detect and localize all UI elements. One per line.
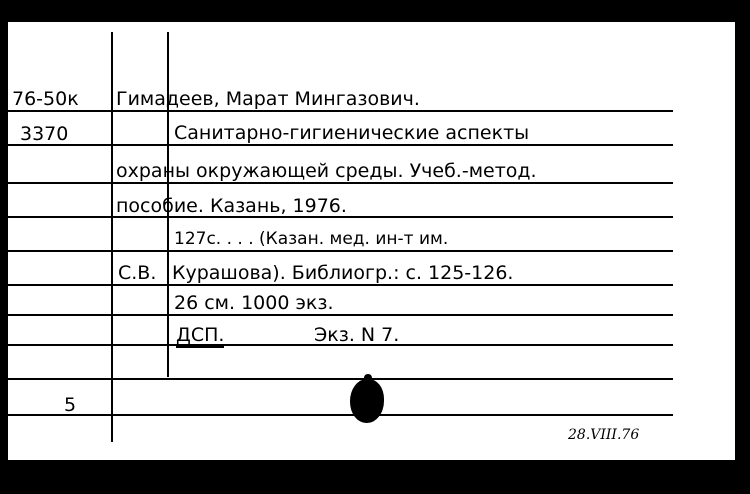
margin-line-left [111, 32, 113, 442]
ink-speck [364, 374, 372, 381]
ruled-line [8, 378, 673, 380]
ruled-line [8, 314, 673, 316]
note-prefix: С.В. [118, 262, 157, 284]
inventory-number: 3370 [20, 123, 69, 145]
restriction-mark: ДСП. [176, 324, 225, 346]
copy-number: Экз. N 7. [314, 324, 400, 346]
date-stamp: 28.VIII.76 [568, 427, 640, 443]
margin-mark: 5 [64, 394, 77, 416]
title-line-1: Санитарно-гигиенические аспекты [174, 122, 530, 144]
catalog-card [8, 22, 735, 460]
note-line: Курашова). Библиогр.: с. 125-126. [172, 262, 514, 284]
call-number: 76-50к [12, 88, 79, 110]
author: Гимадеев, Марат Мингазович. [116, 88, 420, 110]
title-line-3: пособие. Казань, 1976. [116, 195, 347, 217]
size-copies: 26 см. 1000 экз. [174, 292, 334, 314]
ink-blot [350, 379, 384, 423]
title-line-2: охраны окружающей среды. Учеб.-метод. [116, 160, 537, 182]
ruled-line [8, 414, 673, 416]
pages-line: 127с. . . . (Казан. мед. ин-т им. [174, 228, 448, 252]
